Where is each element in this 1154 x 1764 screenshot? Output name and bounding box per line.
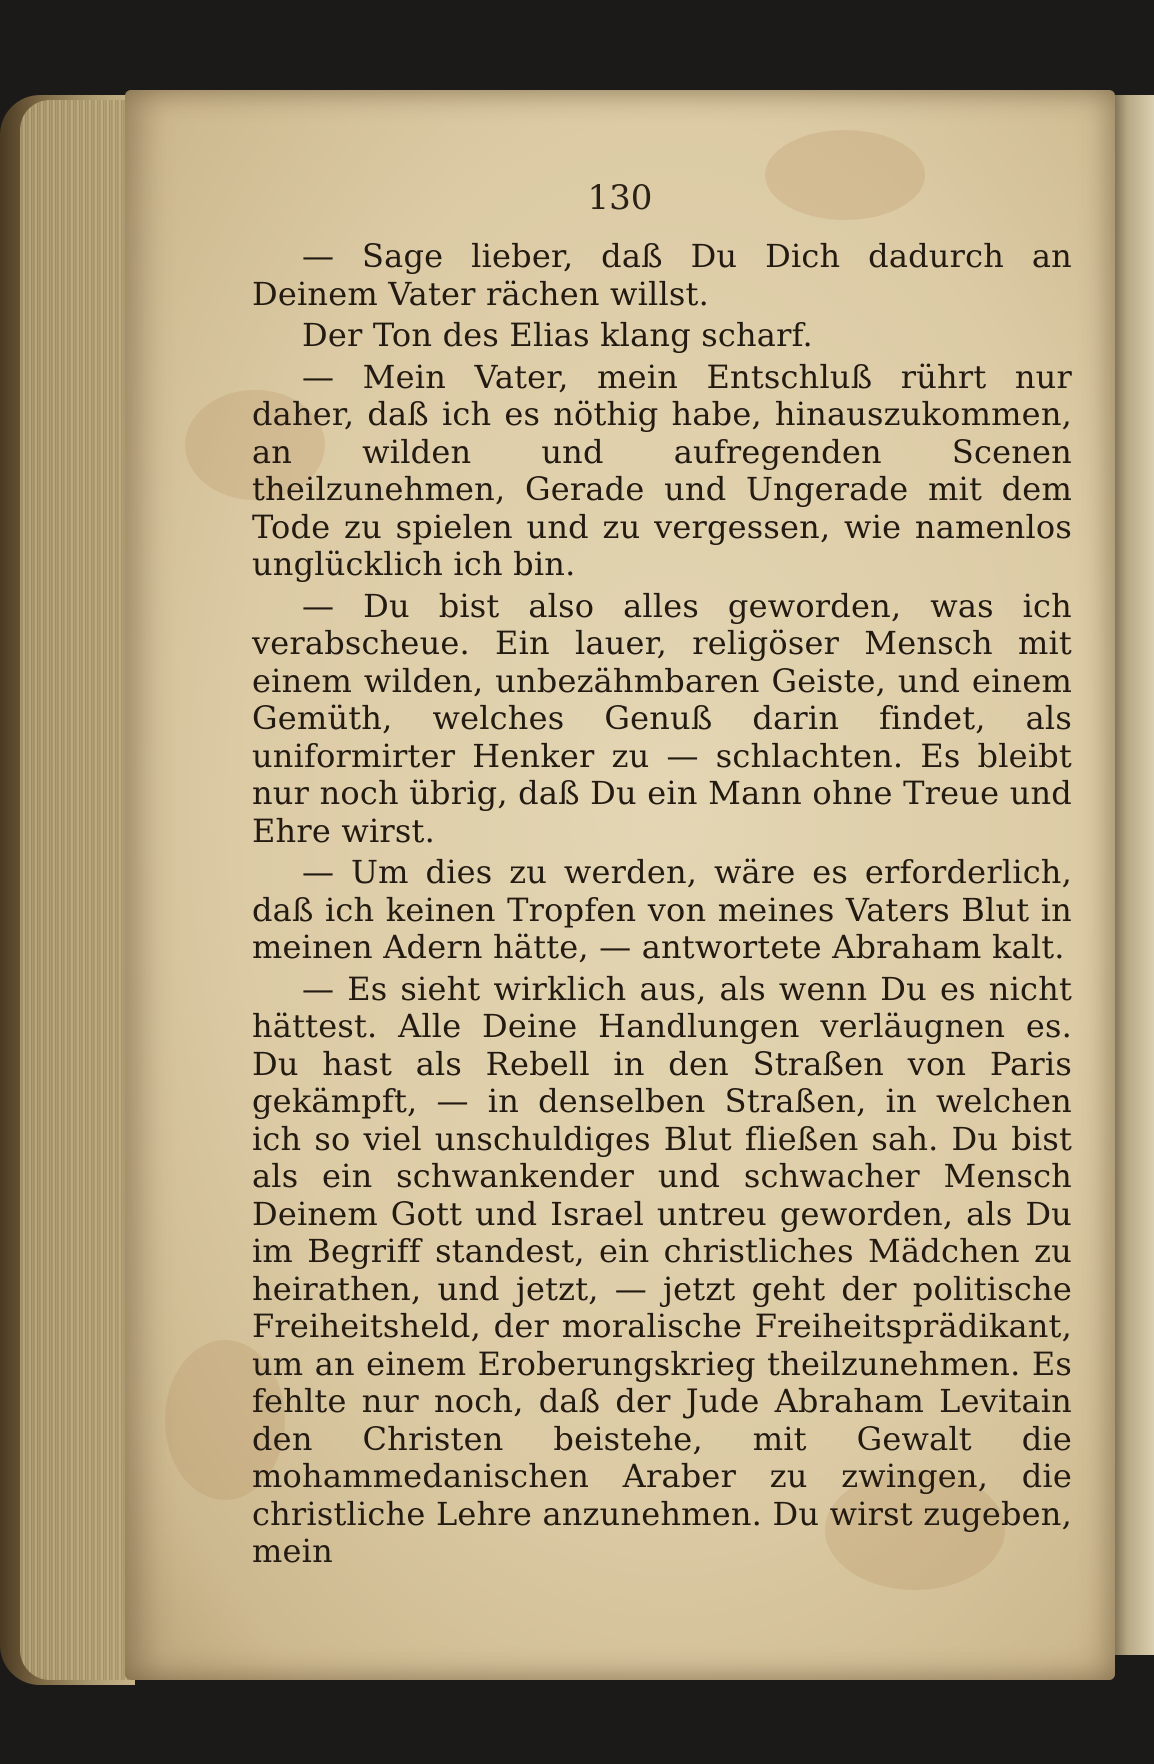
paragraph: — Mein Vater, mein Entschluß rührt nur daher, daß ich es nöthig habe, hinauszukommen, an wilden und aufregenden Scenen theilzunehmen, Gerade und Ungerade mit dem Tode zu spielen und zu vergessen, wie namenlos unglücklich ich bin.: [252, 357, 1072, 583]
book-page: [125, 90, 1115, 1680]
paragraph: — Du bist also alles geworden, was ich verabscheue. Ein lauer, religöser Mensch mit einem wilden, unbezähmbaren Geiste, und einem Gemüth, welches Genuß darin findet, als uniformirter Henker zu — schlachten. Es bleibt nur noch übrig, daß Du ein Mann ohne Treue und Ehre wirst.: [252, 586, 1072, 850]
paragraph: — Um dies zu werden, wäre es erforderlich, daß ich keinen Tropfen von meines Vaters Blut in meinen Adern hätte, — antwortete Abraham kalt.: [252, 853, 1072, 966]
paragraph: — Es sieht wirklich aus, als wenn Du es nicht hättest. Alle Deine Handlungen verläugnen es. Du hast als Rebell in den Straßen von Paris gekämpft, — in denselben Straßen, in welchen ich so viel unschuldiges Blut fließen sah. Du bist als ein schwankender und schwacher Mensch Deinem Gott und Israel untreu geworden, als Du im Begriff standest, ein christliches Mädchen zu heirathen, und jetzt, — jetzt geht der politische Freiheitsheld, der moralische Freiheitsprädikant, um an einem Eroberungskrieg theilzunehmen. Es fehlte nur noch, daß der Jude Abraham Levitain den Christen beistehe, mit Gewalt die mohammedanischen Araber zu zwingen, die christliche Lehre anzunehmen. Du wirst zugeben, mein: [252, 969, 1072, 1570]
body-text: [252, 238, 1072, 1575]
facing-page-edge: [1110, 95, 1154, 1655]
page-stack-edge: [20, 100, 138, 1680]
page-number: 130: [587, 178, 653, 218]
paragraph: Der Ton des Elias klang scharf.: [302, 316, 813, 354]
paragraph: — Sage lieber, daß Du Dich dadurch an Deinem Vater rächen willst.: [252, 237, 1072, 313]
